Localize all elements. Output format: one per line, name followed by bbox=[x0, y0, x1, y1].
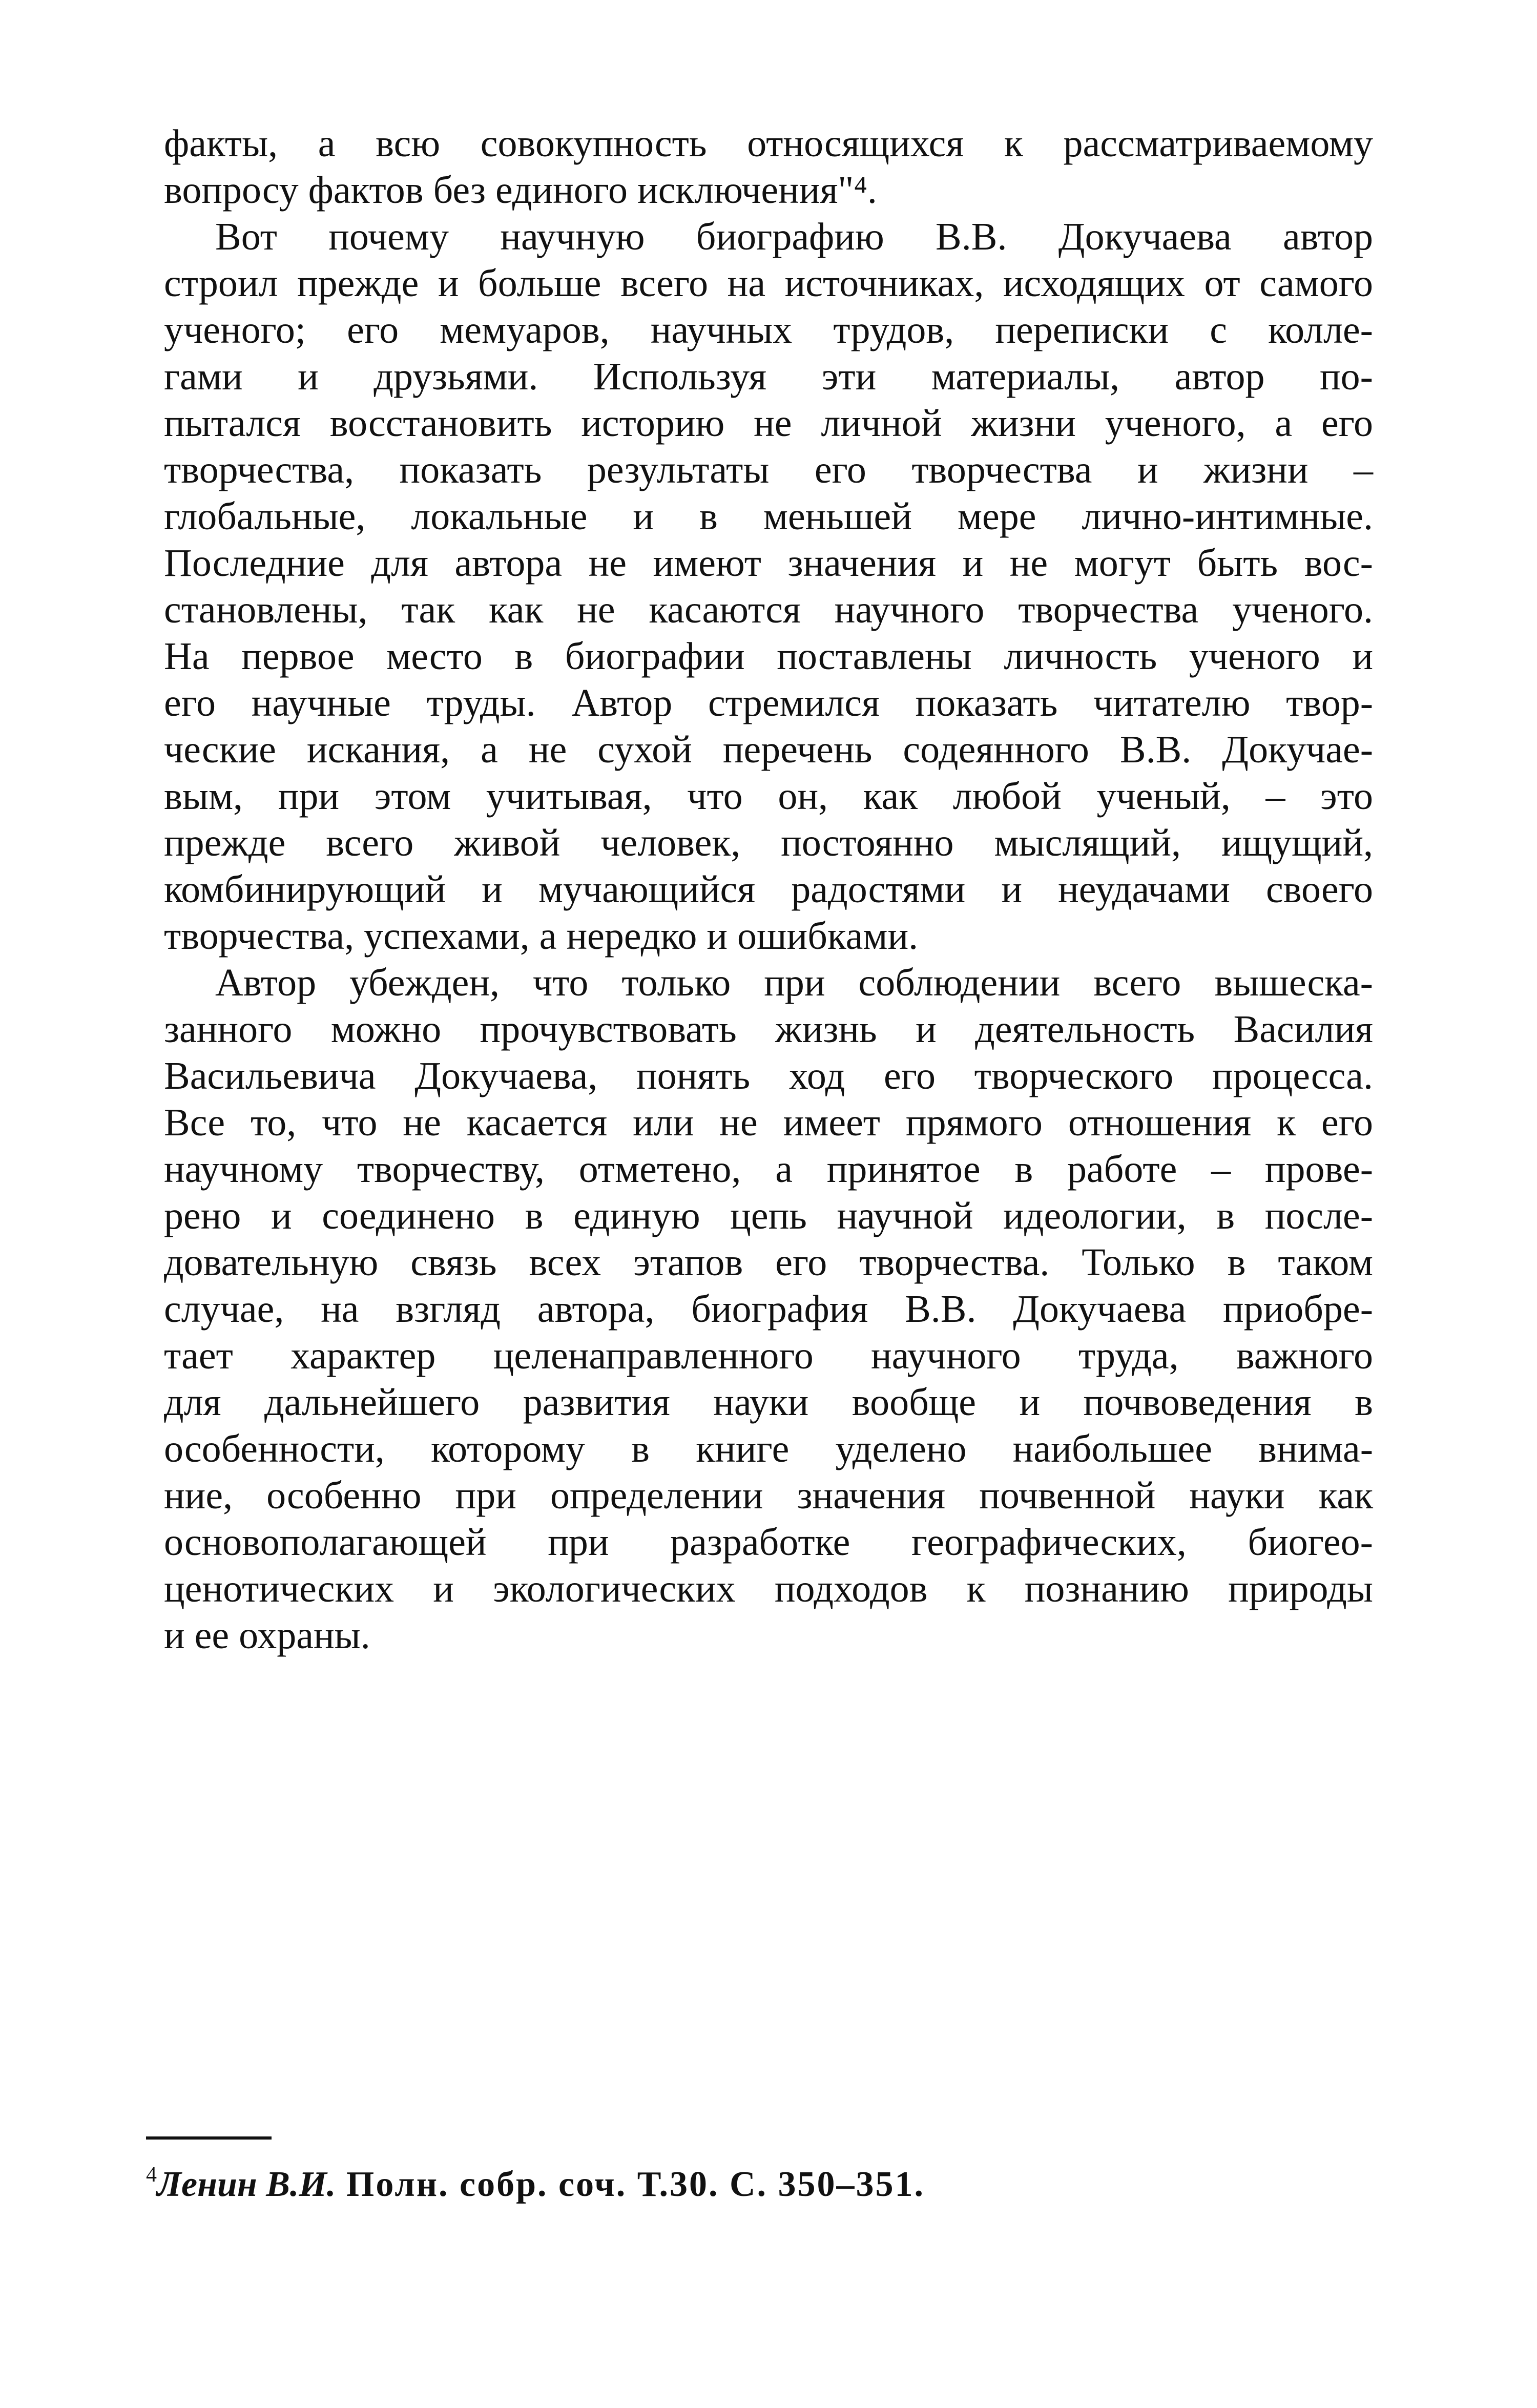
text-line: Все то, что не касается или не имеет прямого отношения к его bbox=[164, 1101, 1373, 1144]
text-line: ческие искания, а не сухой перечень содеянного В.В. Докучае- bbox=[164, 728, 1373, 771]
text-line: гами и друзьями. Используя эти материалы, автор по- bbox=[164, 355, 1373, 398]
text-line: глобальные, локальные и в меньшей мере лично-интимные. bbox=[164, 495, 1373, 538]
text-line: творчества, успехами, а нередко и ошибками. bbox=[164, 915, 919, 958]
footnote-divider bbox=[146, 2136, 272, 2140]
text-line: ценотических и экологических подходов к познанию природы bbox=[164, 1567, 1373, 1610]
footnote bbox=[146, 2152, 1324, 2208]
text-line: занного можно прочувствовать жизнь и деятельность Василия bbox=[164, 1008, 1373, 1051]
text-line: случае, на взгляд автора, биография В.В. Докучаева приобре- bbox=[164, 1288, 1373, 1331]
text-line: Последние для автора не имеют значения и не могут быть вос- bbox=[164, 542, 1373, 585]
text-line: строил прежде и больше всего на источниках, исходящих от самого bbox=[164, 262, 1373, 305]
text-line: ние, особенно при определении значения почвенной науки как bbox=[164, 1474, 1373, 1517]
text-line: особенности, которому в книге уделено наибольшее внима- bbox=[164, 1427, 1373, 1470]
text-line: научному творчеству, отметено, а принятое в работе – прове- bbox=[164, 1148, 1373, 1191]
text-line: творчества, показать результаты его творчества и жизни – bbox=[164, 448, 1373, 491]
text-line: довательную связь всех этапов его творчества. Только в таком bbox=[164, 1241, 1373, 1284]
body-text bbox=[164, 120, 1373, 1659]
text-line: прежде всего живой человек, постоянно мыслящий, ищущий, bbox=[164, 821, 1373, 864]
text-line: пытался восстановить историю не личной жизни ученого, а его bbox=[164, 402, 1373, 445]
text-line: рено и соединено в единую цепь научной идеологии, в после- bbox=[164, 1194, 1373, 1237]
text-line: факты, а всю совокупность относящихся к рассматриваемому bbox=[164, 122, 1373, 165]
text-line: На первое место в биографии поставлены личность ученого и bbox=[164, 635, 1373, 678]
footnote-author: Ленин В.И. bbox=[157, 2165, 336, 2204]
text-line: основополагающей при разработке географических, биогео- bbox=[164, 1521, 1373, 1564]
text-line: и ее охраны. bbox=[164, 1614, 370, 1657]
text-line: ученого; его мемуаров, научных трудов, переписки с колле- bbox=[164, 308, 1373, 351]
text-line: вопросу фактов без единого исключения"⁴. bbox=[164, 169, 877, 212]
text-line: комбинирующий и мучающийся радостями и неудачами своего bbox=[164, 868, 1373, 911]
paragraph-start-line: Вот почему научную биографию В.В. Докучаева автор bbox=[215, 215, 1373, 258]
paragraph-start-line: Автор убежден, что только при соблюдении всего вышеска- bbox=[215, 961, 1373, 1004]
text-line: становлены, так как не касаются научного творчества ученого. bbox=[164, 588, 1373, 631]
text-line: Васильевича Докучаева, понять ход его творческого процесса. bbox=[164, 1054, 1373, 1097]
footnote-citation: Полн. собр. соч. Т.30. С. 350–351. bbox=[336, 2165, 925, 2204]
text-line: для дальнейшего развития науки вообще и почвоведения в bbox=[164, 1381, 1373, 1424]
text-line: его научные труды. Автор стремился показать читателю твор- bbox=[164, 681, 1373, 724]
footnote-mark: 4 bbox=[146, 2163, 157, 2187]
text-line: вым, при этом учитывая, что он, как любой ученый, – это bbox=[164, 775, 1373, 818]
text-line: тает характер целенаправленного научного труда, важного bbox=[164, 1334, 1373, 1377]
